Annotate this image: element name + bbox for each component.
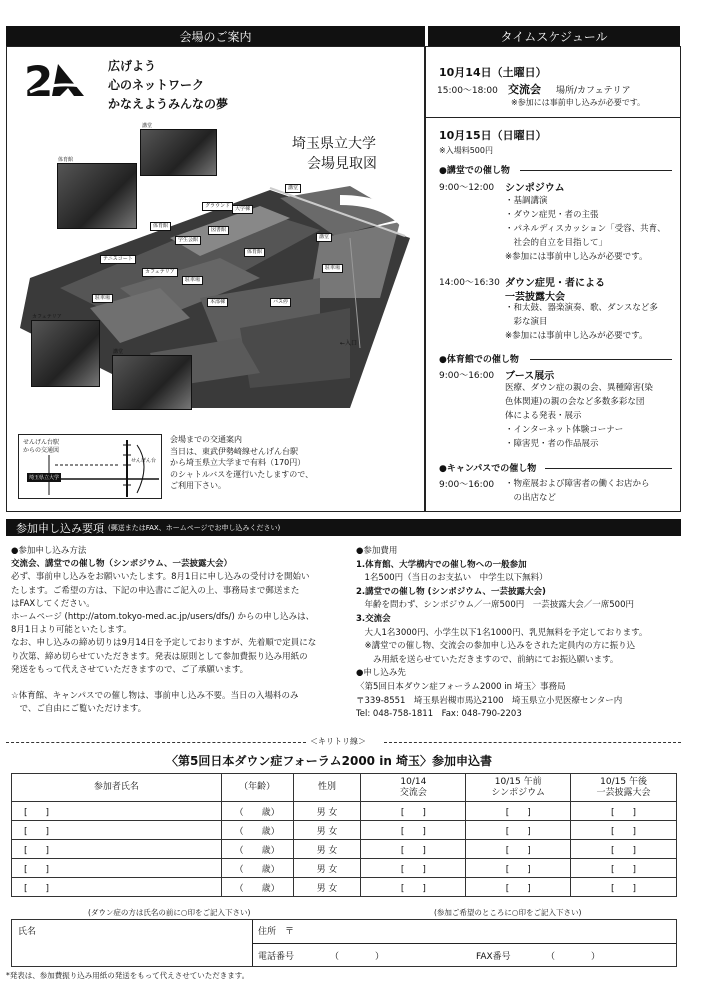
- guide-left-line-4: たします。ご希望の方は、下記の申込書にご記入の上、事務局まで郵送また: [11, 585, 300, 596]
- form-footnote: *発表は、参加費振り込み用紙の発送をもって代えさせていただきます。: [6, 971, 250, 980]
- guide-right-line-13: Tel: 048-758-1811 Fax: 048-790-2203: [356, 709, 522, 720]
- map-label-parking-2: 駐車場: [92, 294, 113, 303]
- map-label-student-hall: 学生会館: [175, 236, 201, 245]
- age-cell[interactable]: （ 歳）: [221, 821, 293, 840]
- guide-right-line-2: 1.体育館、大学構内での催し物への一般参加: [356, 559, 527, 570]
- cut-line-left: [6, 742, 306, 743]
- guide-left-line-9: り次第、締め切らせていただきます。発表は原則として参加費振り込み用紙の: [11, 651, 308, 662]
- talent-line-3: ※参加には事前申し込みが必要です。: [505, 331, 648, 341]
- booth-time: 9:00～16:00: [439, 371, 495, 381]
- map-label-main-bldg: 本部棟: [207, 298, 228, 307]
- age-cell[interactable]: （ 歳）: [221, 878, 293, 897]
- check-1014[interactable]: [ ]: [361, 802, 466, 821]
- sec-lecture-heading: ●講堂での催し物: [439, 166, 510, 176]
- access-line-3: から埼玉県立大学まで有料（170円）: [170, 458, 306, 467]
- form-note-right: (参加ご希望のところに○印をご記入下さい): [434, 908, 582, 917]
- name-cell[interactable]: [ ]: [12, 821, 222, 840]
- name-cell[interactable]: [ ]: [12, 840, 222, 859]
- talent-title-1: ダウン症児・者による: [505, 278, 605, 289]
- guide-right-line-8: ※講堂での催し物、交流会の参加申し込みをされた定員内の方に振り込: [356, 641, 636, 652]
- col-1014-event: 交流会: [399, 787, 427, 798]
- booth-line-4: ・インターネット体験コーナー: [505, 425, 624, 435]
- guide-left-line-2: 交流会、講堂での催し物（シンポジウム、一芸披露大会）: [11, 559, 232, 570]
- guide-left-line-7: 8月1日より可能といたします。: [11, 625, 132, 636]
- access-line-1: 会場までの交通案内: [170, 435, 242, 444]
- table-row: [12, 840, 677, 859]
- contact-row-divider: [252, 943, 676, 944]
- application-table: [11, 773, 677, 897]
- check-1015am[interactable]: [ ]: [466, 821, 571, 840]
- table-row: [12, 821, 677, 840]
- talent-details: [505, 301, 658, 343]
- check-1015pm[interactable]: [ ]: [571, 840, 677, 859]
- guide-left: [11, 545, 316, 716]
- guide-right-line-11: 〈第5回日本ダウン症フォーラム2000 in 埼玉〉事務局: [356, 681, 566, 692]
- access-line-5: ご利用下さい。: [170, 481, 226, 490]
- check-1015pm[interactable]: [ ]: [571, 878, 677, 897]
- name-cell[interactable]: [ ]: [12, 802, 222, 821]
- contact-name-label: 氏名: [18, 927, 37, 937]
- col-1015pm-header: [571, 774, 677, 802]
- col-1015am-date: 10/15 午前: [494, 776, 542, 787]
- symposium-line-2: ・ダウン症児・者の主張: [505, 210, 599, 220]
- day1-time: 15:00～18:00: [437, 86, 498, 96]
- guide-left-line-12: ☆体育館、キャンパスでの催し物は、事前申し込み不要。当日の入場料のみ: [11, 691, 299, 702]
- symposium-line-3: ・パネルディスカッション「受容、共育、: [505, 224, 666, 234]
- photo-cafeteria-label: カフェテリア: [32, 314, 62, 320]
- photo-lecture: [112, 355, 192, 410]
- day1-event: 交流会: [508, 83, 541, 96]
- col-sex-header: 性別: [293, 774, 361, 802]
- guide-left-line-1: ●参加申し込み方法: [11, 546, 87, 556]
- col-1015pm-date: 10/15 午後: [600, 776, 647, 787]
- sec-lecture-rule: [520, 170, 672, 171]
- photo-gym: [57, 163, 137, 229]
- guide-right-line-5: 年齢を問わず、シンポジウム／一席500円 一芸披露大会／一席500円: [356, 600, 634, 611]
- map-label-tennis: テニスコート: [100, 255, 136, 264]
- col-1015am-event: シンポジウム: [491, 787, 546, 798]
- road-curve: [330, 190, 420, 350]
- check-1015am[interactable]: [ ]: [466, 859, 571, 878]
- guide-right: [356, 545, 647, 722]
- booth-line-2: 色体関連)の親の会など多数多彩な団: [505, 397, 645, 407]
- symposium-details: [505, 194, 666, 264]
- booth-line-3: 体による発表・展示: [505, 411, 582, 421]
- map-label-bus-stop: バス停: [270, 298, 291, 307]
- guide-header-bar: [6, 519, 681, 536]
- contact-box: [11, 919, 677, 967]
- name-cell[interactable]: [ ]: [12, 859, 222, 878]
- symposium-title: シンポジウム: [505, 183, 565, 194]
- slogan-line-3: かなえようみんなの夢: [108, 97, 229, 111]
- guide-right-line-6: 3.交流会: [356, 613, 391, 624]
- day2-fee: ※入場料500円: [439, 146, 493, 155]
- symposium-time: 9:00～12:00: [439, 183, 495, 193]
- guide-right-line-3: 1名500円（当日のお支払い 中学生以下無料）: [356, 573, 548, 584]
- guide-right-line-4: 2.講堂での催し物 (シンポジウム、一芸披露大会): [356, 586, 546, 597]
- day1-place: 場所/カフェテリア: [556, 86, 631, 96]
- schedule-divider: [425, 117, 681, 118]
- guide-right-line-10: ●申し込み先: [356, 668, 406, 679]
- contact-fax-label: FAX番号: [476, 952, 511, 962]
- slogan-line-1: 広げよう: [108, 59, 157, 73]
- guide-left-line-6: ホームページ (http://atom.tokyo-med.ac.jp/users/dfs/) からの申し込みは、: [11, 612, 315, 623]
- symposium-line-1: ・基調講演: [505, 196, 548, 206]
- venue-header-bar: [6, 26, 425, 46]
- map-label-parking-1: 駐車場: [322, 264, 343, 273]
- slogan-line-2: 心のネットワーク: [108, 78, 205, 92]
- table-row: [12, 859, 677, 878]
- check-1014[interactable]: [ ]: [361, 878, 466, 897]
- form-note-left: (ダウン症の方は氏名の前に○印をご記入下さい): [88, 908, 251, 917]
- col-name-header: 参加者氏名: [12, 774, 222, 802]
- campus-line-1: ・物産展および障害者の働くお店から: [505, 479, 650, 489]
- map-label-school-2: 講堂: [316, 233, 332, 242]
- sec-campus-heading: ●キャンパスでの催し物: [439, 464, 537, 474]
- guide-header: 参加申し込み要項: [16, 521, 104, 535]
- col-1014-header: [361, 774, 466, 802]
- guide-left-line-8: なお、申し込みの締め切りは9月14日を予定しておりますが、先着順で定員にな: [11, 638, 317, 649]
- age-cell[interactable]: （ 歳）: [221, 802, 293, 821]
- talent-line-1: ・和太鼓、器楽演奏、歌、ダンスなど多: [505, 303, 658, 313]
- campus-details: [505, 477, 650, 505]
- check-1014[interactable]: [ ]: [361, 840, 466, 859]
- map-label-entrance: ←入口: [340, 340, 358, 347]
- booth-title: ブース展示: [505, 371, 555, 382]
- schedule-header-bar: [428, 26, 680, 46]
- guide-left-line-10: 発送をもって代えさせていただきますので、ご了承願います。: [11, 664, 249, 675]
- sec-gym-heading: ●体育館での催し物: [439, 355, 519, 365]
- map-title-1: 埼玉県立大学: [292, 136, 376, 152]
- contact-tel-label: 電話番号: [258, 952, 295, 962]
- sex-cell[interactable]: 男 女: [293, 859, 361, 878]
- map-label-gym2: 体育館: [244, 248, 265, 257]
- talent-time: 14:00～16:30: [439, 278, 500, 288]
- map-label-ground: グラウンド: [202, 202, 233, 211]
- check-1015pm[interactable]: [ ]: [571, 821, 677, 840]
- cut-line-right: [384, 742, 681, 743]
- check-1015pm[interactable]: [ ]: [571, 859, 677, 878]
- talent-line-2: 彩な演目: [505, 317, 548, 327]
- check-1015pm[interactable]: [ ]: [571, 802, 677, 821]
- guide-right-line-12: 〒339-8551 埼玉県岩槻市馬込2100 埼玉県立小児医療センター内: [356, 695, 623, 706]
- name-cell[interactable]: [ ]: [12, 878, 222, 897]
- access-info: [170, 434, 313, 492]
- map-label-cafeteria: カフェテリア: [142, 268, 178, 277]
- photo-lecture-top-label: 講堂: [142, 123, 153, 129]
- talent-title-2: 一芸披露大会: [505, 292, 565, 303]
- map-label-library: 図書館: [208, 226, 229, 235]
- day1-note: ※参加には事前申し込みが必要です。: [511, 98, 646, 107]
- guide-right-line-7: 大人1名3000円、小学生以下1名1000円、乳児無料を予定しております。: [356, 627, 648, 638]
- col-1015am-header: [466, 774, 571, 802]
- map-label-main-bldg-center: 駐車場: [182, 276, 203, 285]
- check-1015am[interactable]: [ ]: [466, 878, 571, 897]
- access-line-2: 当日は、東武伊勢崎線せんげん台駅: [170, 446, 298, 456]
- guide-right-line-1: ●参加費用: [356, 546, 398, 556]
- guide-header-sub: (郵送またはFAX、ホームページでお申し込みください): [108, 523, 281, 532]
- guide-left-line-13: で、ご自由にご覧いただけます。: [11, 704, 147, 715]
- guide-left-line-3: 必ず、事前申し込みをお願いいたします。8月1日に申し込みの受付けを開始い: [11, 572, 310, 583]
- age-cell[interactable]: （ 歳）: [221, 840, 293, 859]
- photo-lecture-top: [140, 129, 217, 176]
- guide-right-line-9: み用紙を送らせていただきますので、前納にてお振込願います。: [356, 654, 619, 665]
- col-1015pm-event: 一芸披露大会: [596, 787, 651, 798]
- sex-cell[interactable]: 男 女: [293, 878, 361, 897]
- check-1014[interactable]: [ ]: [361, 859, 466, 878]
- table-row: [12, 878, 677, 897]
- booth-line-1: 医療、ダウン症の親の会、異種障害(染: [505, 383, 653, 393]
- station-map-label-2: からの交通図: [23, 447, 60, 454]
- table-row: [12, 802, 677, 821]
- guide-left-line-5: はFAXしてください。: [11, 598, 95, 609]
- day1-date: 10月14日（土曜日）: [439, 66, 547, 79]
- day2-date: 10月15日（日曜日）: [439, 129, 547, 142]
- form-title: 〈第5回日本ダウン症フォーラム2000 in 埼玉〉参加申込書: [166, 754, 493, 768]
- col-1014-date: 10/14: [400, 776, 427, 787]
- col-age-header: （年齢）: [221, 774, 293, 802]
- sex-cell[interactable]: 男 女: [293, 840, 361, 859]
- campus-line-2: の出店など: [505, 493, 557, 503]
- access-line-4: のシャトルバスを運行いたしますので、: [170, 469, 314, 479]
- svg-text:2: 2: [24, 58, 54, 102]
- photo-cafeteria: [31, 320, 100, 387]
- cut-line-label: ＜キリトリ線＞: [310, 737, 366, 746]
- check-1014[interactable]: [ ]: [361, 821, 466, 840]
- map-label-lecture-top: 講堂: [285, 184, 301, 193]
- check-1015am[interactable]: [ ]: [466, 802, 571, 821]
- contact-fax-field[interactable]: （ ）: [546, 952, 601, 962]
- map-title-2: 会場見取図: [307, 156, 377, 172]
- station-map-univ: 埼玉県立大学: [29, 475, 60, 481]
- booth-details: [505, 381, 653, 451]
- symposium-line-5: ※参加には事前申し込みが必要です。: [505, 252, 648, 262]
- sec-gym-rule: [530, 359, 672, 360]
- contact-tel-field[interactable]: （ ）: [330, 952, 385, 962]
- map-label-school: 大学棟: [232, 205, 253, 214]
- booth-line-5: ・障害児・者の作品展示: [505, 439, 599, 449]
- sec-campus-rule: [545, 468, 672, 469]
- campus-time: 9:00～16:00: [439, 480, 495, 490]
- guide-left-line-11: [11, 677, 316, 690]
- sex-cell[interactable]: 男 女: [293, 821, 361, 840]
- station-map-label-1: せんげん台駅: [23, 439, 60, 446]
- map-label-gym: 体育館: [150, 222, 171, 231]
- symposium-line-4: 社会的自立を目指して」: [505, 238, 608, 248]
- station-map: [18, 434, 162, 499]
- forum-logo: [22, 58, 90, 102]
- age-cell[interactable]: （ 歳）: [221, 859, 293, 878]
- photo-lecture-label: 講堂: [113, 349, 124, 355]
- schedule-header: タイムスケジュール: [500, 29, 608, 44]
- photo-gym-label: 体育館: [58, 157, 74, 163]
- check-1015am[interactable]: [ ]: [466, 840, 571, 859]
- sex-cell[interactable]: 男 女: [293, 802, 361, 821]
- venue-header: 会場のご案内: [179, 29, 252, 44]
- contact-address-label: 住所 〒: [258, 927, 295, 937]
- station-map-station: せんげん台: [131, 458, 157, 464]
